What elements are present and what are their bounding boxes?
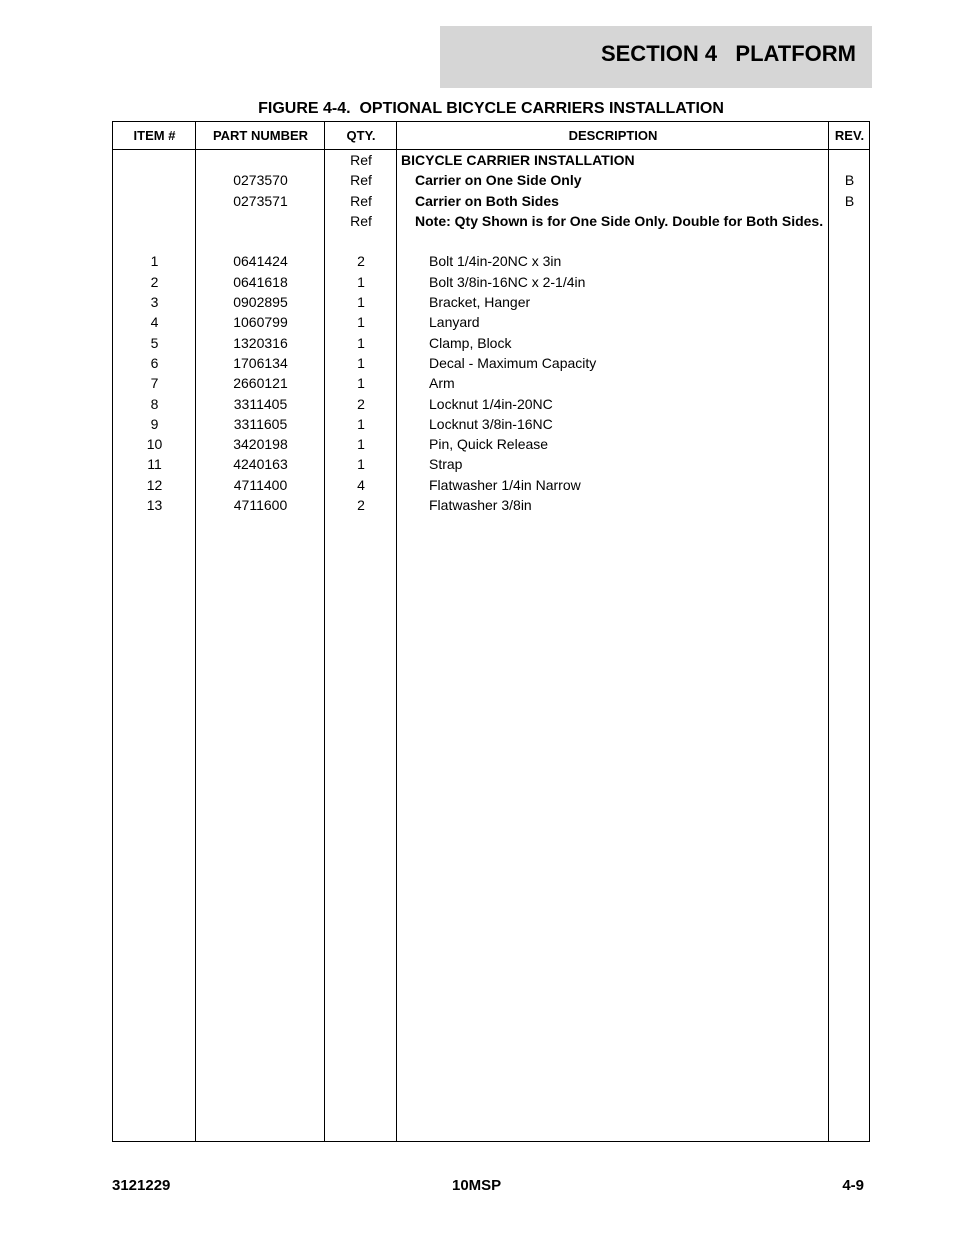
description-cell: Arm [429,375,455,392]
page-number: 4-9 [842,1177,864,1194]
table-body [113,150,869,515]
column-header-qty: QTY. [346,128,376,143]
item-cell: 10 [146,436,163,453]
part-number-cell: 1706134 [233,354,288,371]
qty-cell: Ref [350,172,372,189]
item-cell [113,211,196,231]
qty-cell: 1 [357,273,365,290]
description-cell: BICYCLE CARRIER INSTALLATION [401,152,635,168]
column-header-description: DESCRIPTION [568,128,658,143]
rev-cell [829,150,870,170]
qty-cell: 1 [357,334,365,351]
rev-cell [829,292,870,312]
qty-cell: 1 [357,456,365,473]
qty-cell: Ref [350,152,372,168]
rev-cell [829,231,870,251]
qty-cell: 2 [357,253,365,270]
description-cell: Note: Qty Shown is for One Side Only. Double for Both Sides. [415,212,824,229]
qty-cell: Ref [350,212,372,229]
part-number-cell [196,150,325,170]
qty-cell: 1 [357,294,365,311]
description-cell: Bolt 3/8in-16NC x 2-1/4in [429,273,586,290]
rev-cell [829,414,870,434]
rev-cell [829,272,870,292]
item-cell: 11 [147,456,162,473]
item-cell: 8 [150,395,159,412]
rev-cell [829,434,870,454]
description-cell: Bracket, Hanger [429,294,531,311]
item-cell [113,231,196,251]
part-number-cell [196,231,325,251]
description-cell [397,231,861,251]
table-row [113,495,869,515]
description-cell: Flatwasher 3/8in [429,497,532,514]
table-row [113,353,869,373]
table-row [113,170,869,190]
description-cell: Carrier on One Side Only [415,172,582,189]
part-number-cell: 4711400 [233,476,288,493]
section-title: SECTION 4 PLATFORM [600,41,856,66]
table-row [113,454,869,474]
rev-cell [829,475,870,495]
model-name: 10MSP [452,1177,502,1194]
column-header-rev: REV. [834,128,865,143]
item-cell [113,170,196,190]
table-row [113,272,869,292]
section-header [440,26,872,88]
table-row [113,312,869,332]
qty-cell: 2 [357,497,365,514]
item-cell: 2 [150,273,159,290]
table-row [113,394,869,414]
rev-cell [829,353,870,373]
table-row [113,414,869,434]
part-number-cell: 0273570 [233,172,288,189]
column-header-item: ITEM # [133,128,176,143]
qty-cell: Ref [350,192,372,209]
part-number-cell: 1060799 [233,314,288,331]
description-cell: Bolt 1/4in-20NC x 3in [429,253,562,270]
item-cell: 12 [146,476,163,493]
table-row [113,191,869,211]
rev-cell [829,333,870,353]
figure-title: FIGURE 4-4. OPTIONAL BICYCLE CARRIERS INSTALLATION [258,100,724,117]
rev-cell [829,373,870,393]
table-row [113,373,869,393]
part-number-cell: 3311605 [233,415,288,432]
part-number-cell: 4711600 [233,497,288,514]
rev-cell [829,211,870,231]
rev-cell [829,251,870,271]
table-row [113,333,869,353]
item-cell: 9 [150,415,159,432]
part-number-cell: 0641618 [233,273,288,290]
item-cell: 3 [150,294,159,311]
qty-cell [325,231,397,251]
part-number-cell: 3420198 [233,436,288,453]
rev-cell: B [844,192,855,209]
part-number-cell: 3311405 [233,395,288,412]
rev-cell [829,312,870,332]
description-cell: Lanyard [429,314,480,331]
qty-cell: 1 [357,314,365,331]
description-cell: Decal - Maximum Capacity [429,354,597,371]
item-cell: 1 [150,253,159,270]
parts-table [112,121,870,1142]
table-row [113,251,869,271]
qty-cell: 1 [357,415,365,432]
item-cell: 4 [150,314,159,331]
column-header-part-number: PART NUMBER [212,128,309,143]
description-cell: Pin, Quick Release [429,436,549,453]
table-row [113,475,869,495]
rev-cell [829,454,870,474]
part-number-cell [196,211,325,231]
description-cell: Flatwasher 1/4in Narrow [429,476,581,493]
description-cell: Carrier on Both Sides [415,192,559,209]
item-cell: 6 [150,354,159,371]
description-cell: Clamp, Block [429,334,512,351]
table-row [113,231,869,251]
item-cell: 7 [150,375,159,392]
part-number-cell: 0641424 [233,253,288,270]
description-cell: Locknut 3/8in-16NC [429,415,553,432]
part-number-cell: 2660121 [233,375,288,392]
qty-cell: 1 [357,375,365,392]
description-cell: Strap [429,456,463,473]
description-cell: Locknut 1/4in-20NC [429,395,553,412]
table-row [113,211,869,231]
doc-number: 3121229 [112,1177,171,1194]
table-row [113,434,869,454]
rev-cell: B [844,172,855,189]
part-number-cell: 0273571 [233,192,288,209]
qty-cell: 2 [357,395,365,412]
part-number-cell: 4240163 [233,456,288,473]
item-cell [113,150,196,170]
qty-cell: 1 [357,354,365,371]
table-row [113,292,869,312]
item-cell [113,191,196,211]
table-row [113,150,869,170]
qty-cell: 4 [357,476,365,493]
part-number-cell: 0902895 [233,294,288,311]
qty-cell: 1 [357,436,365,453]
part-number-cell: 1320316 [233,334,288,351]
item-cell: 13 [146,497,163,514]
rev-cell [829,394,870,414]
item-cell: 5 [150,334,159,351]
rev-cell [829,495,870,515]
